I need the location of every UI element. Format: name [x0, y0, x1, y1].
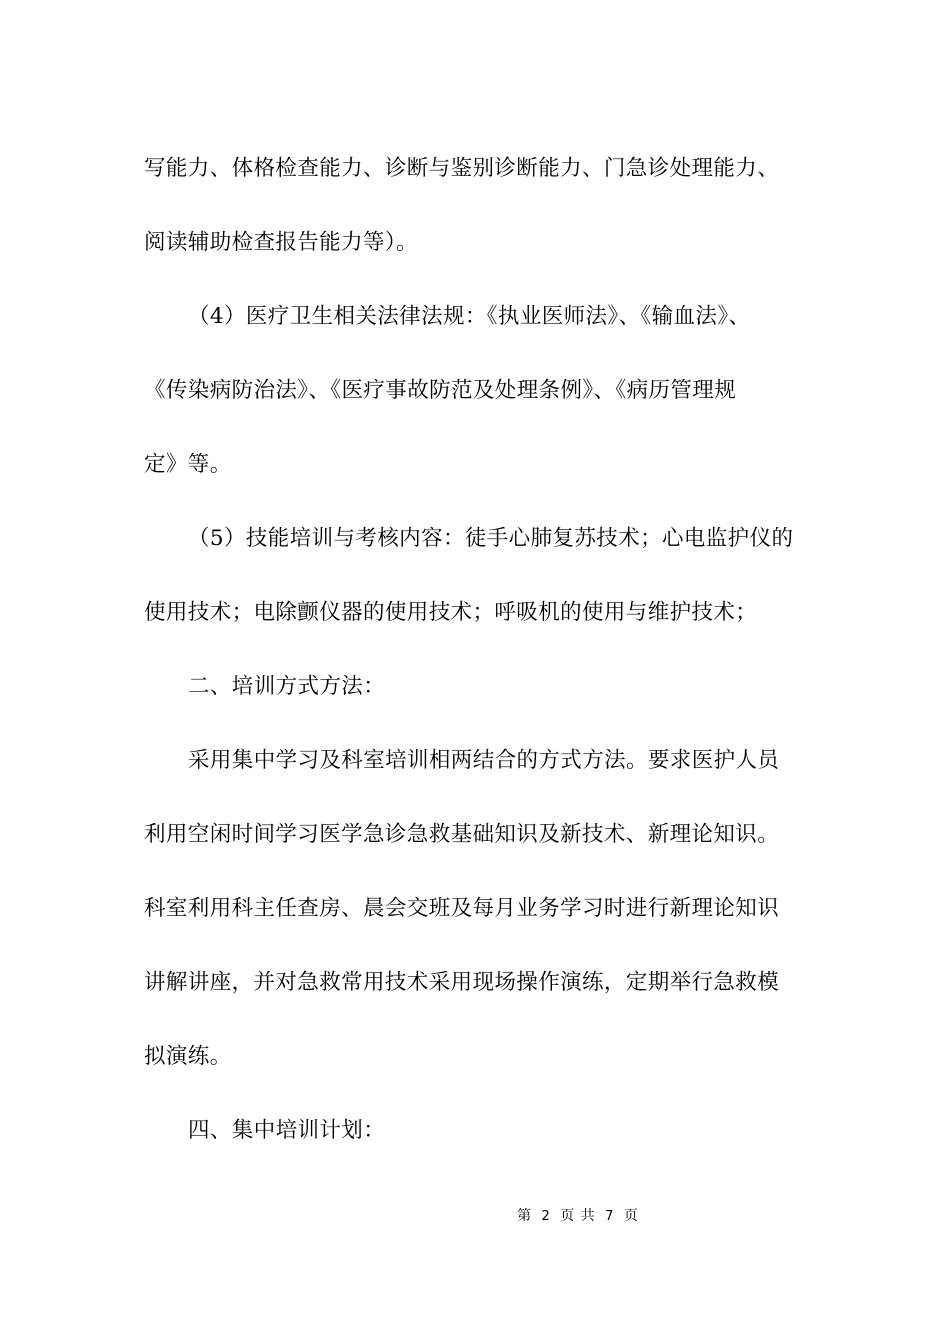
paragraph-line: （4）医疗卫生相关法律法规：《执业医师法》、《输血法》、 — [188, 304, 751, 329]
section-heading: 二、培训方式方法： — [188, 674, 386, 699]
paragraph-line: （5）技能培训与考核内容：徒手心肺复苏技术；心电监护仪的 — [188, 526, 794, 551]
paragraph-line: 阅读辅助检查报告能力等）。 — [144, 230, 418, 255]
page-number-current: 2 — [541, 1209, 551, 1224]
paragraph-line: 使用技术；电除颤仪器的使用技术；呼吸机的使用与维护技术； — [144, 600, 758, 625]
paragraph-line: 利用空闲时间学习医学急诊急救基础知识及新技术、新理论知识。 — [144, 822, 780, 847]
page-footer — [0, 1204, 950, 1229]
paragraph-line: 拟演练。 — [144, 1044, 232, 1069]
section-heading: 四、集中培训计划： — [188, 1118, 386, 1143]
paragraph-line: 采用集中学习及科室培训相两结合的方式方法。要求医护人员 — [188, 748, 780, 773]
footer-middle: 页 共 — [560, 1208, 596, 1224]
document-body — [144, 132, 808, 1168]
paragraph-line: 写能力、体格检查能力、诊断与鉴别诊断能力、门急诊处理能力、 — [144, 156, 780, 181]
footer-prefix: 第 — [517, 1208, 533, 1224]
paragraph-line: 《传染病防治法》、《医疗事故防范及处理条例》、《病历管理规 — [144, 378, 737, 403]
page-number-total: 7 — [605, 1209, 615, 1224]
paragraph-line: 科室利用科主任查房、晨会交班及每月业务学习时进行新理论知识 — [144, 896, 780, 921]
paragraph-line: 定》等。 — [144, 452, 232, 477]
footer-suffix: 页 — [623, 1208, 639, 1224]
paragraph-line: 讲解讲座，并对急救常用技术采用现场操作演练，定期举行急救模 — [144, 970, 780, 995]
